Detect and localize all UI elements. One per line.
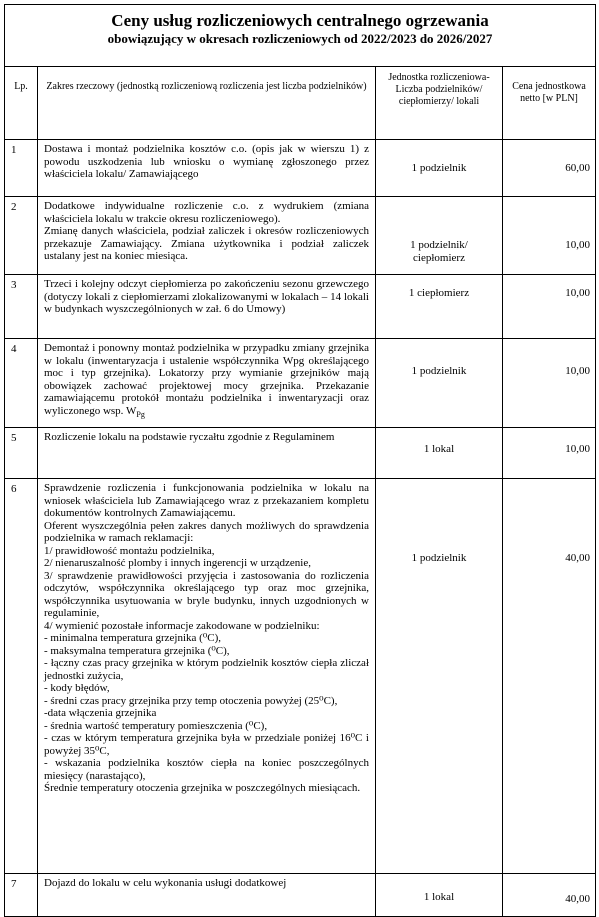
price-table (4, 4, 596, 917)
description-line: Dojazd do lokalu w celu wykonania usługi dodatkowej (44, 877, 287, 889)
header-lp: Lp. (5, 67, 38, 140)
header-unit: Jednostka rozliczeniowa- Liczba podzielników/ ciepłomierzy/ lokali (376, 67, 503, 140)
description-line: Średnie temperatury otoczenia grzejnika w poszczególnych miesiącach. (44, 782, 361, 794)
row-price: 40,00 (503, 479, 596, 874)
row-number: 3 (5, 275, 38, 339)
row-unit: 1 podzielnik (376, 479, 503, 874)
row-number: 5 (5, 428, 38, 479)
description-line: - wskazania podzielnika kosztów ciepła na koniec poszczególnych miesięcy (narastająco), (44, 757, 369, 782)
description-line: Sprawdzenie rozliczenia i funkcjonowania podzielnika w lokalu na wniosek właściciela lub Zamawiającego wraz z przekazaniem kompletu dokumentów kontrolnych Zamawiającemu. (44, 482, 369, 519)
row-price: 10,00 (503, 275, 596, 339)
description-line: Rozliczenie lokalu na podstawie ryczałtu zgodnie z Regulaminem (44, 431, 335, 443)
title-cell (5, 5, 596, 67)
document-subtitle: obowiązujący w okresach rozliczeniowych od 2022/2023 do 2026/2027 (107, 31, 493, 46)
row-description (38, 140, 376, 197)
row-description (38, 275, 376, 339)
description-line: -data włączenia grzejnika (44, 707, 157, 719)
description-line: Demontaż i ponowny montaż podzielnika w przypadku zmiany grzejnika w lokalu (inwentaryzacja i ustalenie współczynnika Wpg określającego moc i typ grzejnika). Lokatorzy przy wymianie grzejników mają obowiązek zachować projektowej mocy grzejnika. Przekazanie zamawiającemu protokół montażu podzielnika i inwentaryzacji oraz wyliczonego wsp. $W_{Pg}$ (44, 342, 369, 419)
subscript-text: Pg (136, 409, 145, 419)
row-unit: 1 lokal (376, 874, 503, 917)
document-title: Ceny usług rozliczeniowych centralnego ogrzewania (111, 11, 489, 30)
row-price: 10,00 (503, 428, 596, 479)
row-price: 10,00 (503, 339, 596, 428)
row-number: 1 (5, 140, 38, 197)
row-price: 60,00 (503, 140, 596, 197)
row-price: 40,00 (503, 874, 596, 917)
row-description (38, 428, 376, 479)
description-line: 3/ sprawdzenie prawidłowości przyjęcia i zastosowania do rozliczenia odczytów, współczynnika określającego typ oraz moc grzejnika, współczynnika usytuowania w bryle budynku, innych uzgodnionych w regulaminie, (44, 569, 369, 619)
table-row (5, 874, 596, 917)
description-line: Dostawa i montaż podzielnika kosztów c.o. (opis jak w wierszu 1) z powodu uszkodzenia lub wniosku o wymianę zgłoszonego przez właściciela lokalu/ Zamawiającego (44, 143, 369, 180)
table-row (5, 197, 596, 275)
header-price: Cena jednostkowa netto [w PLN] (503, 67, 596, 140)
row-unit: 1 podzielnik (376, 140, 503, 197)
table-row (5, 428, 596, 479)
row-number: 6 (5, 479, 38, 874)
row-unit: 1 lokal (376, 428, 503, 479)
description-line: - kody błędów, (44, 682, 110, 694)
header-row (5, 67, 596, 140)
description-line: - średnia wartość temperatury pomieszczenia (⁰C), (44, 719, 268, 732)
title-row (5, 5, 596, 67)
row-description (38, 339, 376, 428)
row-number: 7 (5, 874, 38, 917)
row-description (38, 874, 376, 917)
header-scope: Zakres rzeczowy (jednostką rozliczeniową rozliczenia jest liczba podzielników) (38, 67, 376, 140)
description-line: 1/ prawidłowość montażu podzielnika, (44, 544, 215, 557)
description-line: - minimalna temperatura grzejnika (⁰C), (44, 632, 221, 644)
description-line: Zmianę danych właściciela, podział zaliczek i okresów rozliczeniowych przekazuje Zamawiający. Zmiana użytkownika i podział zaliczek ustalany jest na koniec miesiąca. (44, 225, 369, 262)
description-line: - średni czas pracy grzejnika przy temp otoczenia powyżej (25⁰C), (44, 694, 338, 707)
table-row (5, 479, 596, 874)
row-unit: 1 podzielnik/ ciepłomierz (376, 197, 503, 275)
description-line: - maksymalna temperatura grzejnika (⁰C), (44, 644, 230, 657)
table-body (5, 140, 596, 917)
description-line: Dodatkowe indywidualne rozliczenie c.o. z wydrukiem (zmiana właściciela lokalu w trakcie okresu rozliczeniowego). (44, 200, 369, 225)
description-line: - łączny czas pracy grzejnika w którym podzielnik kosztów ciepła zliczał jednostki zużycia, (44, 657, 369, 682)
row-price: 10,00 (503, 197, 596, 275)
row-description (38, 479, 376, 874)
description-line: - czas w którym temperatura grzejnika była w przedziale poniżej 16⁰C i powyżej 35⁰C, (44, 732, 369, 757)
row-unit: 1 ciepłomierz (376, 275, 503, 339)
table-row (5, 339, 596, 428)
row-number: 4 (5, 339, 38, 428)
row-number: 2 (5, 197, 38, 275)
description-line: 4/ wymienić pozostałe informacje zakodowane w podzielniku: (44, 619, 320, 632)
row-unit: 1 podzielnik (376, 339, 503, 428)
description-line: Trzeci i kolejny odczyt ciepłomierza po zakończeniu sezonu grzewczego (dotyczy lokali z ciepłomierzami zlokalizowanymi w lokalach – 14 lokali w budynkach wyszczególnionych w zał. 6 do Umowy) (44, 278, 369, 315)
table-row (5, 275, 596, 339)
table-row (5, 140, 596, 197)
row-description (38, 197, 376, 275)
description-line: Oferent wyszczególnia pełen zakres danych możliwych do sprawdzenia podzielnika w ramach reklamacji: (44, 519, 369, 544)
description-line: 2/ nienaruszalność plomby i innych ingerencji w urządzenie, (44, 557, 311, 569)
